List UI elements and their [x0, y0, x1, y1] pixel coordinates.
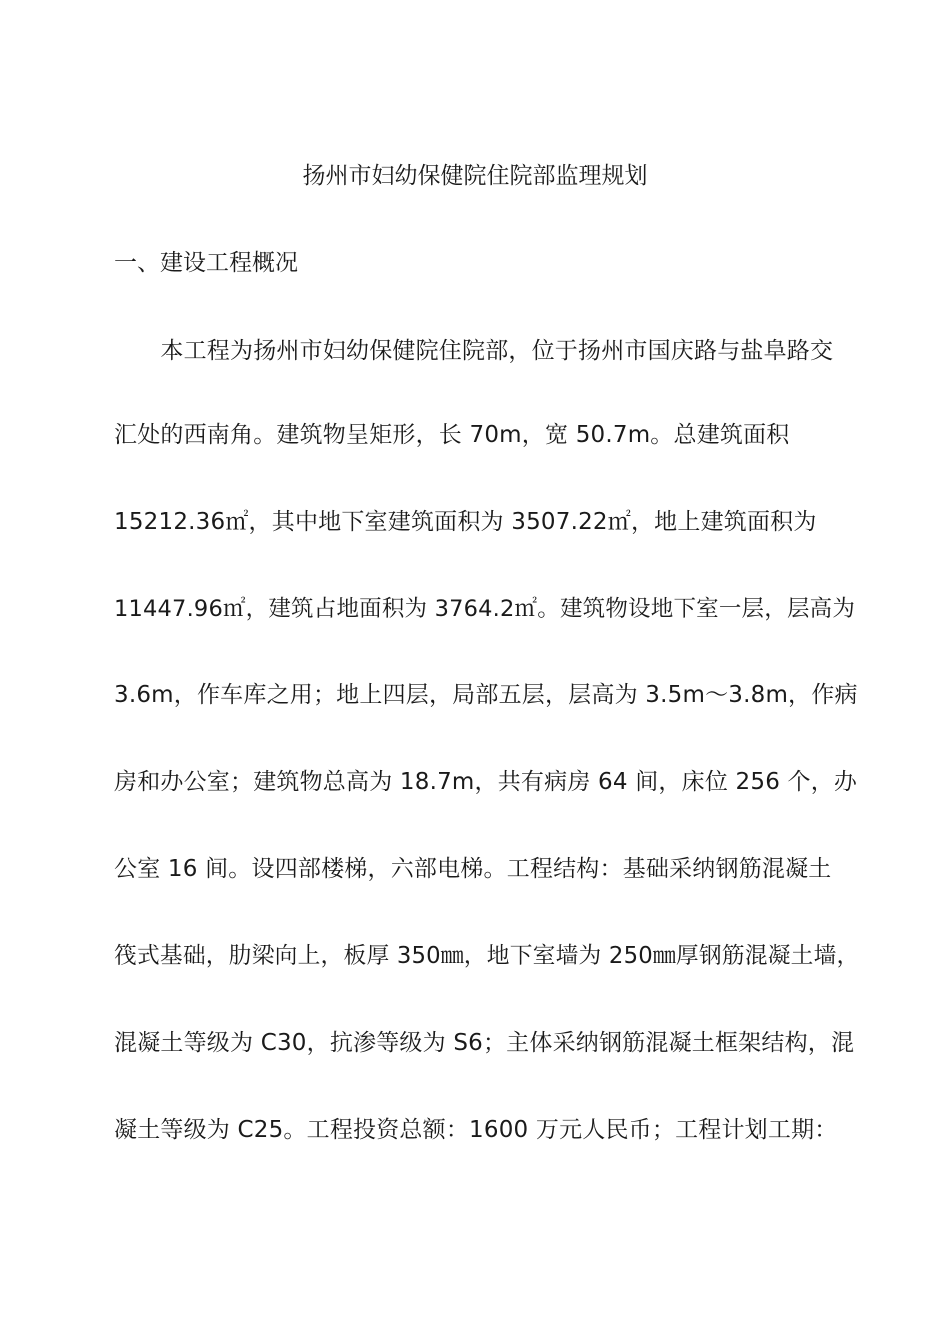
paragraph-line: 3.6m，作车库之用；地上四层，局部五层，层高为 3.5m～3.8m，作病	[114, 682, 858, 708]
section-heading: 一、建设工程概况	[114, 250, 298, 276]
paragraph-line: 房和办公室；建筑物总高为 18.7m，共有病房 64 间，床位 256 个，办	[114, 769, 858, 795]
paragraph-line: 混凝土等级为 C30，抗渗等级为 S6；主体采纳钢筋混凝土框架结构，混	[114, 1030, 855, 1056]
paragraph-line: 11447.96㎡，建筑占地面积为 3764.2㎡。建筑物设地下室一层，层高为	[114, 596, 856, 622]
paragraph-line: 汇处的西南角。建筑物呈矩形，长 70m，宽 50.7m。总建筑面积	[114, 422, 790, 448]
paragraph-line: 筏式基础，肋梁向上，板厚 350㎜，地下室墙为 250㎜厚钢筋混凝土墙，	[114, 943, 860, 969]
paragraph-line: 凝土等级为 C25。工程投资总额：1600 万元人民币；工程计划工期：	[114, 1117, 838, 1143]
paragraph-line: 15212.36㎡，其中地下室建筑面积为 3507.22㎡，地上建筑面积为	[114, 509, 817, 535]
paragraph-line: 公室 16 间。设四部楼梯，六部电梯。工程结构：基础采纳钢筋混凝土	[114, 856, 832, 882]
document-title: 扬州市妇幼保健院住院部监理规划	[302, 163, 648, 189]
paragraph-line: 本工程为扬州市妇幼保健院住院部，位于扬州市国庆路与盐阜路交	[114, 338, 834, 364]
